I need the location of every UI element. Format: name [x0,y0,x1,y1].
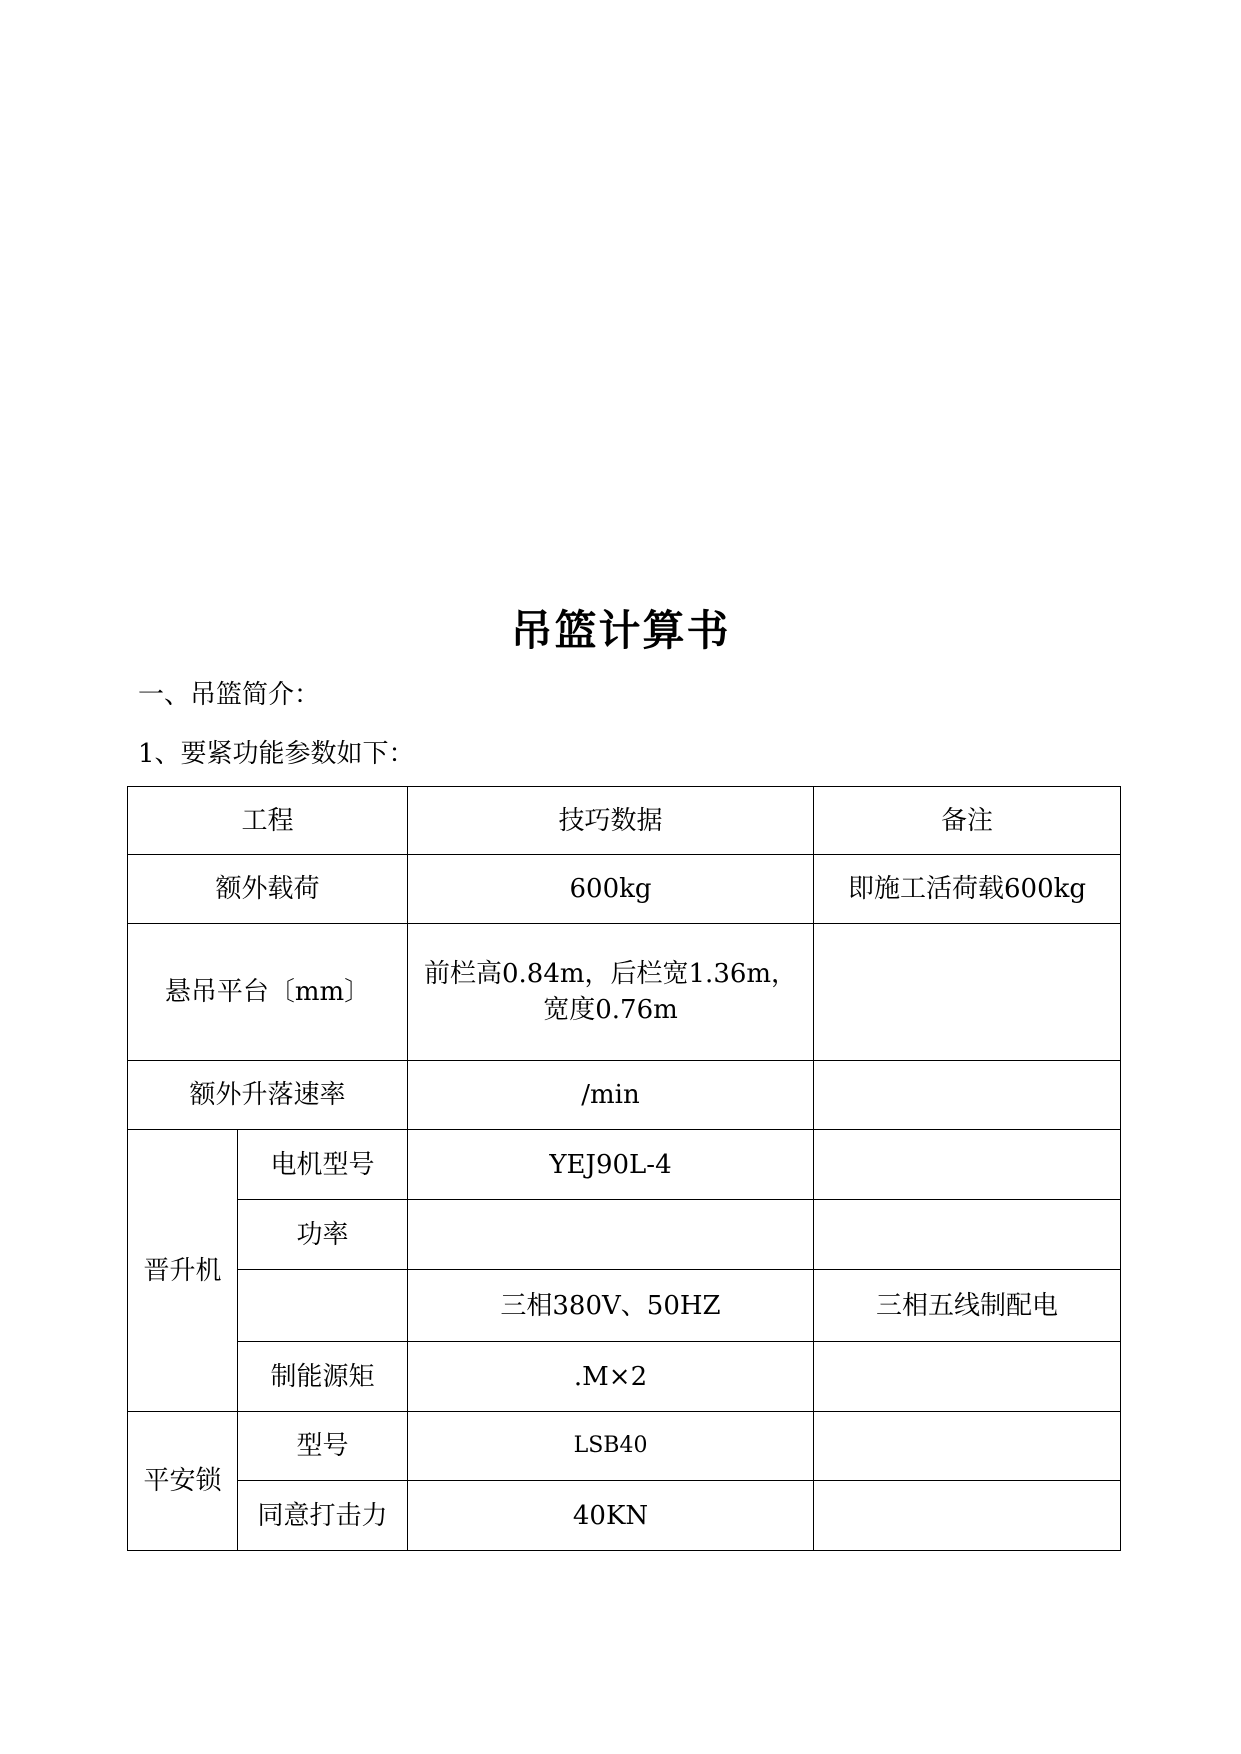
cell-value-line: 宽度0.76m [543,995,678,1025]
cell-value: 40KN [408,1481,814,1551]
cell-note [814,1342,1121,1412]
cell-value-line: 前栏高0.84m，后栏宽1.36m， [423,959,798,989]
document-title: 吊篮计算书 [510,606,731,655]
header-value: 技巧数据 [408,787,814,855]
cell-item: 功率 [238,1200,408,1270]
cell-item: 额外升落速率 [128,1061,408,1130]
cell-item: 型号 [238,1412,408,1481]
table-row [128,1481,1121,1551]
parameters-table [127,786,1121,1551]
section-heading: 一、吊篮简介： [138,680,321,710]
table-row [128,1130,1121,1200]
cell-note: 三相五线制配电 [814,1270,1121,1342]
cell-note [814,1412,1121,1481]
cell-value: /min [408,1061,814,1130]
cell-value [408,924,814,1061]
cell-value: YEJ90L-4 [408,1130,814,1200]
subsection-heading: 1、要紧功能参数如下： [138,739,415,769]
table-row [128,924,1121,1061]
cell-value: 600kg [408,855,814,924]
header-item: 工程 [128,787,408,855]
cell-note [814,1130,1121,1200]
table-row [128,1200,1121,1270]
cell-group: 晋升机 [128,1130,238,1412]
cell-item: 悬吊平台〔mm〕 [128,924,408,1061]
table-row [128,1270,1121,1342]
cell-item: 额外载荷 [128,855,408,924]
table-row [128,1342,1121,1412]
cell-value: LSB40 [408,1412,814,1481]
cell-note [814,1481,1121,1551]
cell-value [408,1200,814,1270]
cell-note: 即施工活荷载600kg [814,855,1121,924]
table-row [128,1061,1121,1130]
cell-group: 平安锁 [128,1412,238,1551]
cell-value: .M×2 [408,1342,814,1412]
cell-item: 电机型号 [238,1130,408,1200]
cell-note [814,924,1121,1061]
cell-item [238,1270,408,1342]
header-note: 备注 [814,787,1121,855]
table-header-row [128,787,1121,855]
table-row [128,855,1121,924]
table-row [128,1412,1121,1481]
cell-value: 三相380V、50HZ [408,1270,814,1342]
cell-note [814,1200,1121,1270]
cell-item: 制能源矩 [238,1342,408,1412]
cell-note [814,1061,1121,1130]
cell-item: 同意打击力 [238,1481,408,1551]
